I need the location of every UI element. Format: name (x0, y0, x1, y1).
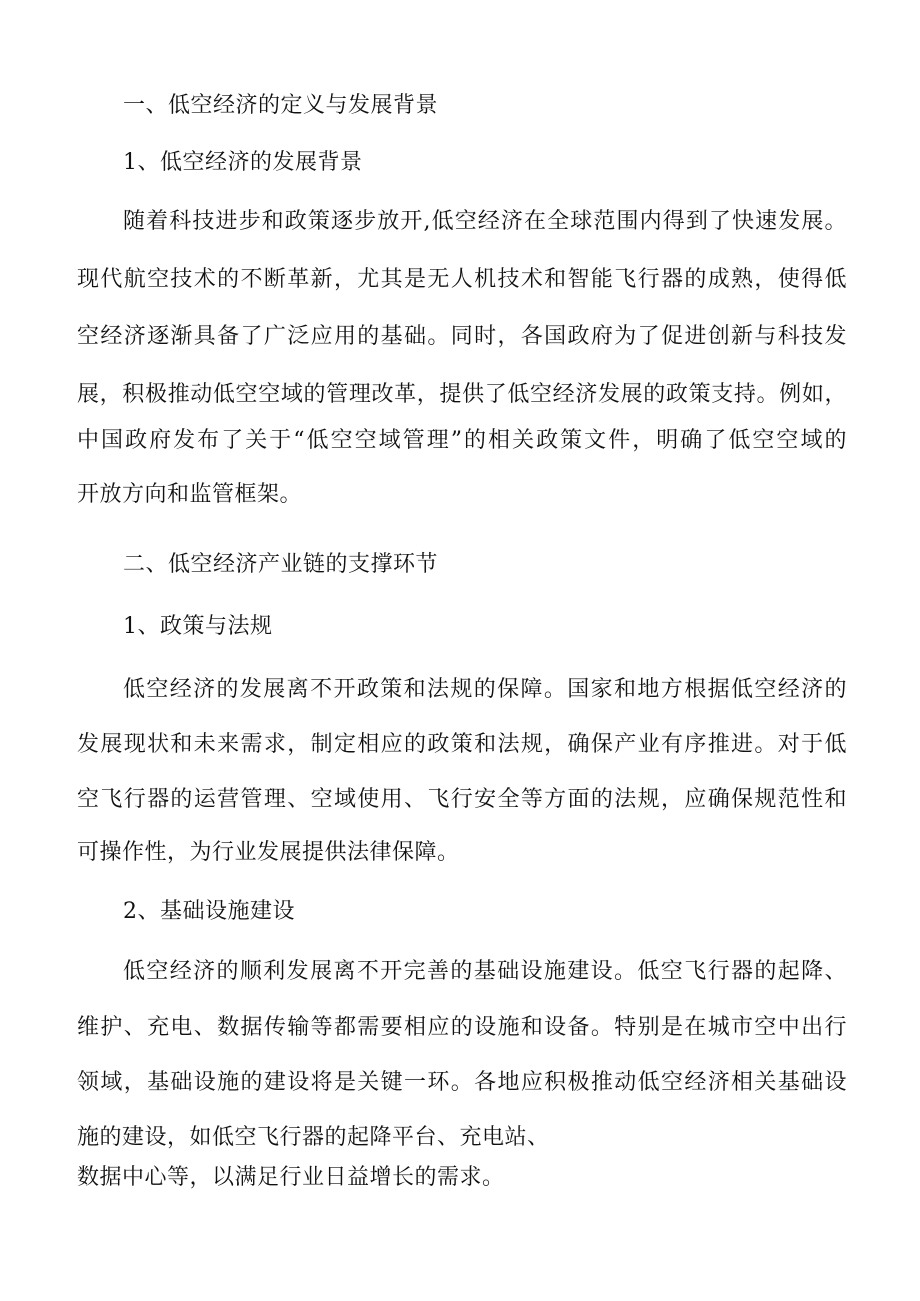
subsection-title-1-1: 1、低空经济的发展背景 (123, 150, 363, 175)
paragraph-line: 领域，基础设施的建设将是关键一环。各地应积极推动低空经济相关基础设 (77, 1070, 847, 1095)
paragraph-line: 维护、充电、数据传输等都需要相应的设施和设备。特别是在城市空中出行 (77, 1015, 847, 1040)
paragraph-line: 可操作性，为行业发展提供法律保障。 (77, 840, 460, 865)
section-heading-1: 一、低空经济的定义与发展背景 (123, 93, 439, 118)
paragraph-line: 低空经济的顺利发展离不开完善的基础设施建设。低空飞行器的起降、 (123, 959, 847, 984)
paragraph-line: 空飞行器的运营管理、空域使用、飞行安全等方面的法规，应确保规范性和 (77, 787, 847, 812)
subsection-title-2-1: 1、政策与法规 (123, 614, 273, 639)
paragraph-line: 中国政府发布了关于“低空空域管理”的相关政策文件，明确了低空空域的 (77, 428, 847, 453)
paragraph-line: 开放方向和监管框架。 (77, 482, 303, 507)
paragraph-line: 数据中心等，以满足行业日益增长的需求。 (77, 1165, 505, 1190)
paragraph-line: 随着科技进步和政策逐步放开,低空经济在全球范围内得到了快速发展。 (123, 209, 847, 234)
paragraph-line: 发展现状和未来需求，制定相应的政策和法规，确保产业有序推进。对于低 (77, 732, 847, 757)
subsection-title-2-2: 2、基础设施建设 (123, 899, 295, 924)
paragraph-line: 低空经济的发展离不开政策和法规的保障。国家和地方根据低空经济的 (123, 677, 847, 702)
paragraph-line: 展，积极推动低空空域的管理改革，提供了低空经济发展的政策支持。例如， (77, 382, 847, 407)
paragraph-line: 空经济逐渐具备了广泛应用的基础。同时，各国政府为了促进创新与科技发 (77, 324, 847, 349)
section-heading-2: 二、低空经济产业链的支撑环节 (123, 552, 439, 577)
paragraph-line: 施的建设，如低空飞行器的起降平台、充电站、 (77, 1125, 550, 1150)
paragraph-line: 现代航空技术的不断革新，尤其是无人机技术和智能飞行器的成熟，使得低 (77, 267, 847, 292)
